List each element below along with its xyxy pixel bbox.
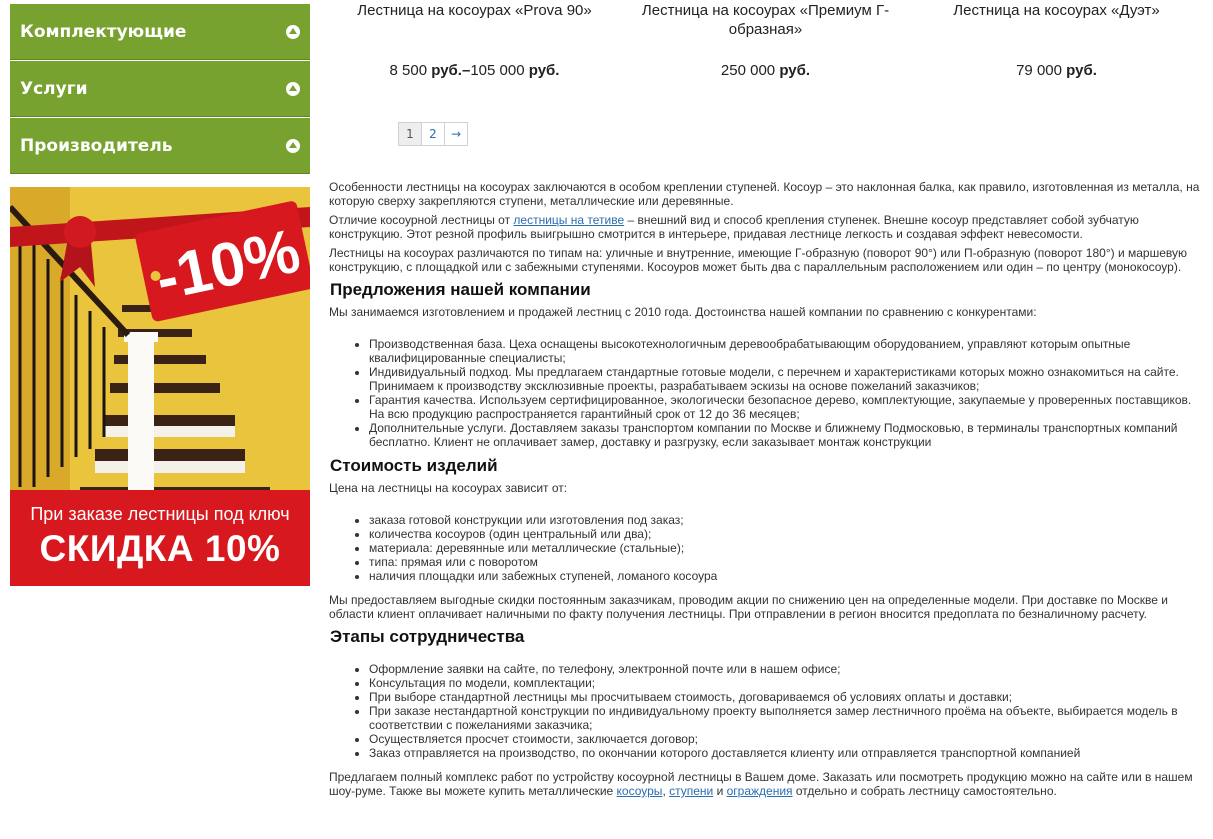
- sidebar-item-label: Комплектующие: [20, 21, 187, 42]
- list-item: • Консультация по модели, комплектации;: [369, 676, 1203, 690]
- heading-cost: Стоимость изделий: [330, 456, 498, 475]
- product-card[interactable]: [620, 0, 911, 100]
- list-item: • Заказ отправляется на производство, по окончании которого доставляется клиенту или отправляется транспортной компанией: [369, 746, 1203, 760]
- list-item: • материала: деревянные или металлические (стальные);: [369, 541, 1203, 555]
- offers-list: [369, 337, 1203, 449]
- list-item: • Индивидуальный подход. Мы предлагаем стандартные готовые модели, с перечнем и характеристиками которых можно ознакомиться на сайте. Принимаем к производству эксклюзивные проекты, разрабатываем эскизы на основе пожеланий заказчиков;: [369, 365, 1203, 393]
- paragraph: Мы занимаемся изготовлением и продажей лестниц с 2010 года. Достоинства нашей компании по сравнению с конкурентами:: [329, 305, 1037, 319]
- promo-badge: -10%: [149, 216, 306, 314]
- list-item: • Оформление заявки на сайте, по телефону, электронной почте или в нашем офисе;: [369, 662, 1203, 676]
- list-item: • Дополнительные услуги. Доставляем заказы транспортом компании по Москве и ближнему Подмосковью, в терминалы транспортных компаний бесплатно. Клиент не оплачивает замер, доставку и разгрузку, если заказывает монтаж конструкции: [369, 421, 1203, 449]
- cost-list: [369, 513, 1203, 583]
- paragraph: Отличие косоурной лестницы от лестницы на тетиве – внешний вид и способ крепления ступенек. Внешне косоур представляет собой зубчатую конструкцию. Этот резной профиль выигрышно смотрится в интерьере, придавая лестнице легкость и создавая эффект невесомости.: [329, 213, 1139, 241]
- sidebar-item-services[interactable]: [10, 61, 310, 117]
- page-1[interactable]: 1: [398, 122, 422, 146]
- next-page-arrow-icon[interactable]: →: [444, 122, 468, 146]
- product-price: 79 000 руб.: [1016, 62, 1097, 79]
- heading-stages: Этапы сотрудничества: [330, 627, 525, 646]
- promo-banner[interactable]: [10, 187, 310, 586]
- paragraph: Предлагаем полный комплекс работ по устройству косоурной лестницы в Вашем доме. Заказать или посмотреть продукцию можно на сайте или в нашем шоу-руме. Также вы можете купить металлические косоуры, ступени и ограждения отдельно и собрать лестницу самостоятельно.: [329, 770, 1193, 798]
- sidebar-item-components[interactable]: [10, 4, 310, 60]
- list-item: • заказа готовой конструкции или изготовления под заказ;: [369, 513, 1203, 527]
- product-title[interactable]: Лестница на косоурах «Премиум Г-образная»: [641, 2, 890, 38]
- promo-line1: При заказе лестницы под ключ: [30, 504, 290, 524]
- paragraph: Особенности лестницы на косоурах заключаются в особом креплении ступеней. Косоур – это наклонная балка, как правило, изготовленная из металла, на которую сверху закрепляются ступени, металлические или деревянные.: [329, 180, 1200, 208]
- sidebar-menu: [10, 4, 310, 175]
- heading-offers: Предложения нашей компании: [330, 280, 591, 299]
- sidebar-item-label: Производитель: [20, 135, 173, 156]
- chevron-up-icon: [286, 25, 300, 39]
- promo-line2: СКИДКА 10%: [39, 528, 281, 569]
- link-stupeni[interactable]: ступени: [669, 784, 714, 798]
- list-item: • Гарантия качества. Используем сертифицированное, экологически безопасное дерево, комплектующие, закупаемые у проверенных поставщиков. На всю продукцию распространяется гарантийный срок от 12 до 36 месяцев;: [369, 393, 1203, 421]
- list-item: • наличия площадки или забежных ступеней, ломаного косоура: [369, 569, 1203, 583]
- paragraph: Мы предоставляем выгодные скидки постоянным заказчикам, проводим акции по снижению цен на определенные модели. При доставке по Москве и области клиент оплачивает наличными по факту получения лестницы. При отправлении в регион вносится предоплата по безналичному расчету.: [329, 593, 1168, 621]
- link-stairs-on-stringer[interactable]: лестницы на тетиве: [513, 213, 625, 227]
- list-item: • При заказе нестандартной конструкции по индивидуальному проекту выполняется замер лестничного проёма на объекте, выбирается модель в соответствии с пожеланиями заказчика;: [369, 704, 1203, 732]
- product-grid: [329, 0, 1203, 100]
- product-title[interactable]: Лестница на косоурах «Дуэт»: [953, 2, 1160, 19]
- list-item: • типа: прямая или с поворотом: [369, 555, 1203, 569]
- pagination: [398, 122, 467, 146]
- list-item: • Производственная база. Цеха оснащены высокотехнологичным деревообрабатывающим оборудованием, управляют которым опытные квалифицированные специалисты;: [369, 337, 1203, 365]
- stages-list: [369, 662, 1203, 760]
- link-kosoury[interactable]: косоуры: [616, 784, 663, 798]
- chevron-up-icon: [286, 139, 300, 153]
- product-card[interactable]: [911, 0, 1202, 100]
- sidebar-item-label: Услуги: [20, 78, 88, 99]
- link-ograzhdeniya[interactable]: ограждения: [726, 784, 793, 798]
- product-card[interactable]: [329, 0, 620, 100]
- list-item: • Осуществляется просчет стоимости, заключается договор;: [369, 732, 1203, 746]
- product-price: 8 500 руб.–105 000 руб.: [389, 62, 560, 79]
- product-title[interactable]: Лестница на косоурах «Prova 90»: [357, 2, 592, 19]
- paragraph: Лестницы на косоурах различаются по типам на: уличные и внутренние, имеющие Г-образную (поворот 90°) или П-образную (поворот 180°) и маршевую конструкцию, с площадкой или с забежными ступенями. Косоуров может быть два с параллельным расположением или один – по центру (монокосоур).: [329, 246, 1188, 274]
- article-content: [329, 180, 1203, 803]
- list-item: • количества косоуров (один центральный или два);: [369, 527, 1203, 541]
- product-price: 250 000 руб.: [720, 62, 811, 79]
- sidebar-item-manufacturer[interactable]: [10, 118, 310, 174]
- chevron-up-icon: [286, 82, 300, 96]
- paragraph: Цена на лестницы на косоурах зависит от:: [329, 481, 568, 495]
- page-2[interactable]: 2: [421, 122, 445, 146]
- list-item: • При выборе стандартной лестницы мы просчитываем стоимость, договариваемся об условиях оплаты и доставки;: [369, 690, 1203, 704]
- promo-caption: [10, 490, 310, 586]
